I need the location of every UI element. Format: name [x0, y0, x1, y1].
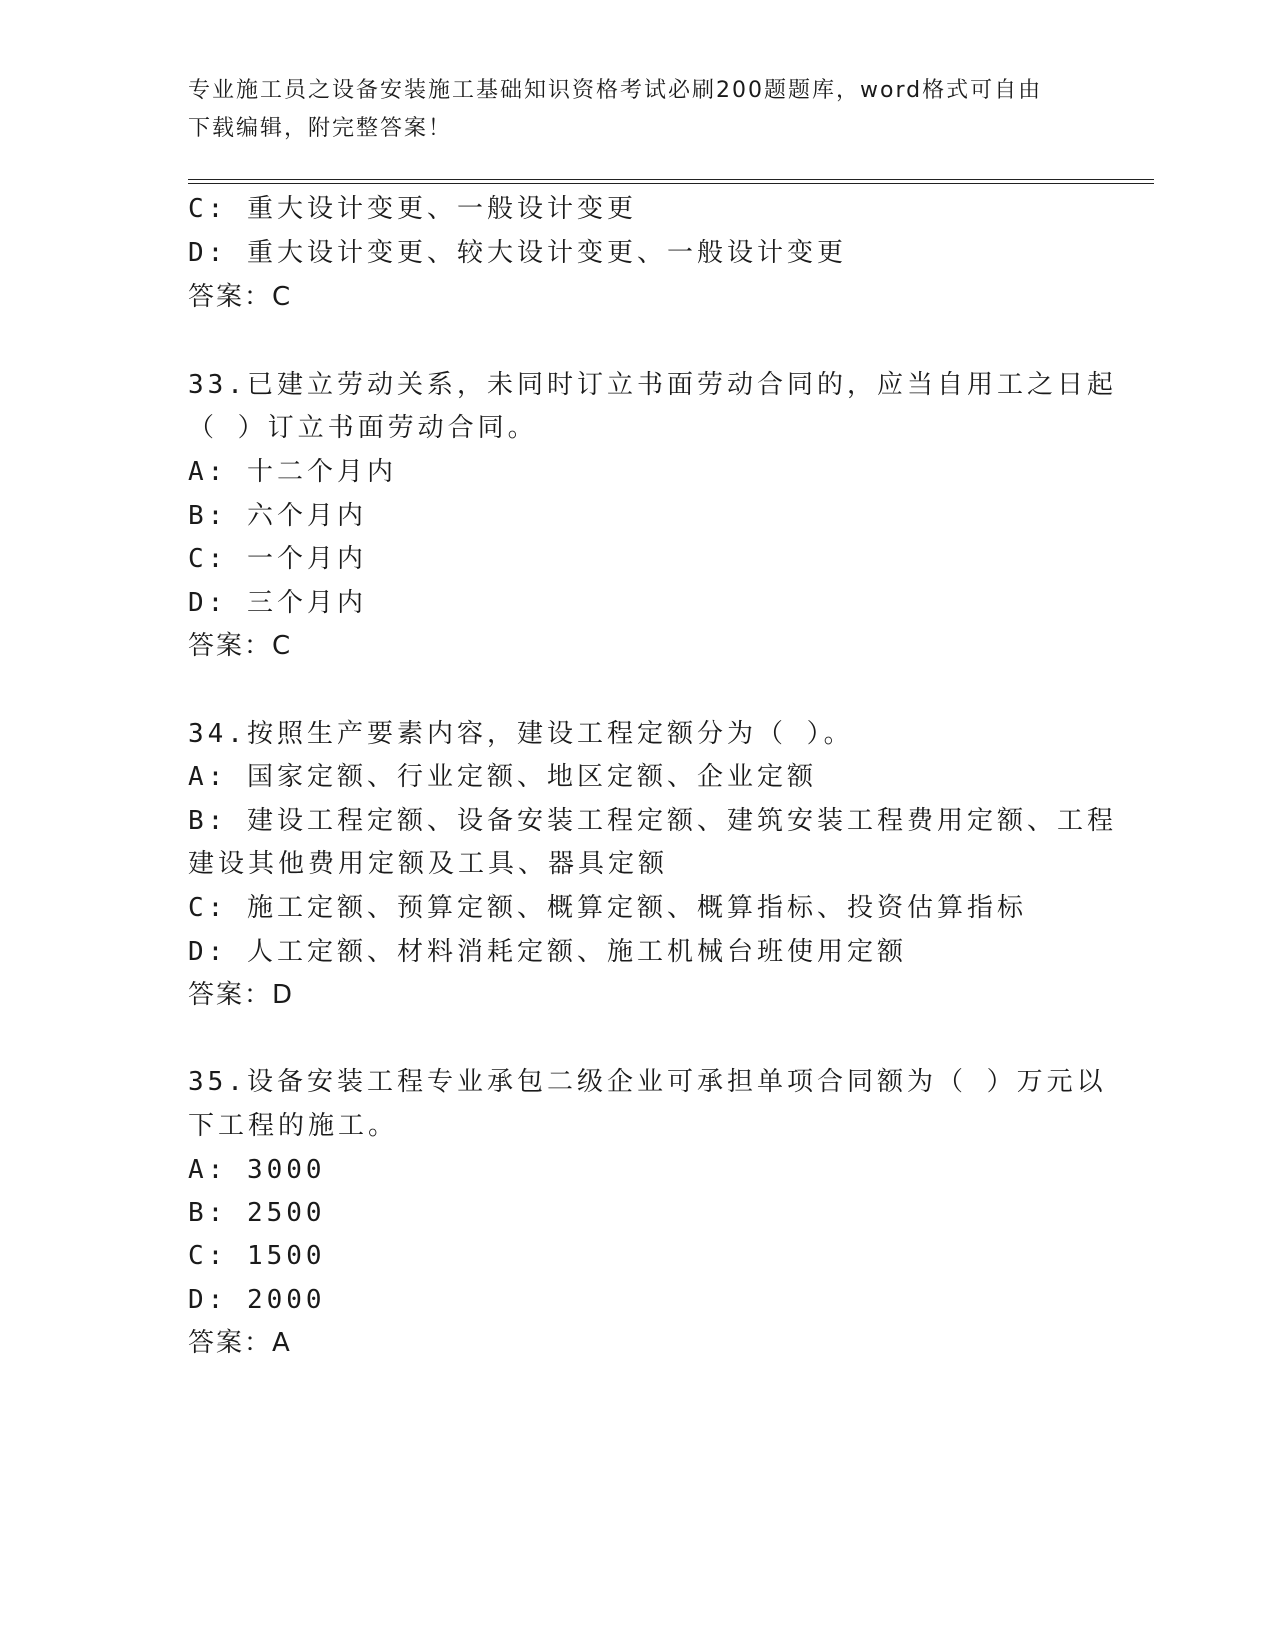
- q35-stem-line-1: 35.设备安装工程专业承包二级企业可承担单项合同额为（ ）万元以: [188, 1067, 1107, 1097]
- q35-stem-line-2: 下工程的施工。: [188, 1111, 399, 1141]
- q35-answer: 答案：A: [188, 1328, 292, 1358]
- q34-option-c: C: 施工定额、预算定额、概算定额、概算指标、投资估算指标: [188, 893, 1027, 923]
- q35-option-d: D: 2000: [188, 1285, 326, 1315]
- q35-option-a: A: 3000: [188, 1155, 326, 1185]
- q33-stem-line-1: 33.已建立劳动关系，未同时订立书面劳动合同的，应当自用工之日起: [188, 370, 1117, 400]
- q33-option-c: C: 一个月内: [188, 544, 367, 574]
- q34-option-b-line-1: B: 建设工程定额、设备安装工程定额、建筑安装工程费用定额、工程: [188, 806, 1117, 836]
- header-line-2: 下载编辑，附完整答案！: [188, 116, 453, 141]
- q33-option-b: B: 六个月内: [188, 501, 367, 531]
- q35-option-b: B: 2500: [188, 1198, 326, 1228]
- header-divider-bottom: [188, 183, 1154, 184]
- header-divider-top: [188, 179, 1154, 180]
- q33-answer: 答案：C: [188, 631, 293, 661]
- q34-stem-line-1: 34.按照生产要素内容，建设工程定额分为（ ）。: [188, 719, 854, 749]
- q34-option-b-line-2: 建设其他费用定额及工具、器具定额: [188, 849, 669, 879]
- q34-option-d: D: 人工定额、材料消耗定额、施工机械台班使用定额: [188, 937, 907, 967]
- q34-answer: 答案：D: [188, 980, 295, 1010]
- header-line-1: 专业施工员之设备安装施工基础知识资格考试必刷200题题库，word格式可自由: [188, 78, 1043, 103]
- q34-option-a: A: 国家定额、行业定额、地区定额、企业定额: [188, 762, 817, 792]
- q33-stem-line-2: （ ）订立书面劳动合同。: [188, 413, 538, 443]
- q35-option-c: C: 1500: [188, 1241, 326, 1271]
- prev-option-d: D: 重大设计变更、较大设计变更、一般设计变更: [188, 238, 847, 268]
- q33-option-d: D: 三个月内: [188, 588, 367, 618]
- q33-option-a: A: 十二个月内: [188, 457, 397, 487]
- prev-option-c: C: 重大设计变更、一般设计变更: [188, 194, 637, 224]
- document-header: [188, 72, 1068, 148]
- prev-answer: 答案：C: [188, 282, 293, 312]
